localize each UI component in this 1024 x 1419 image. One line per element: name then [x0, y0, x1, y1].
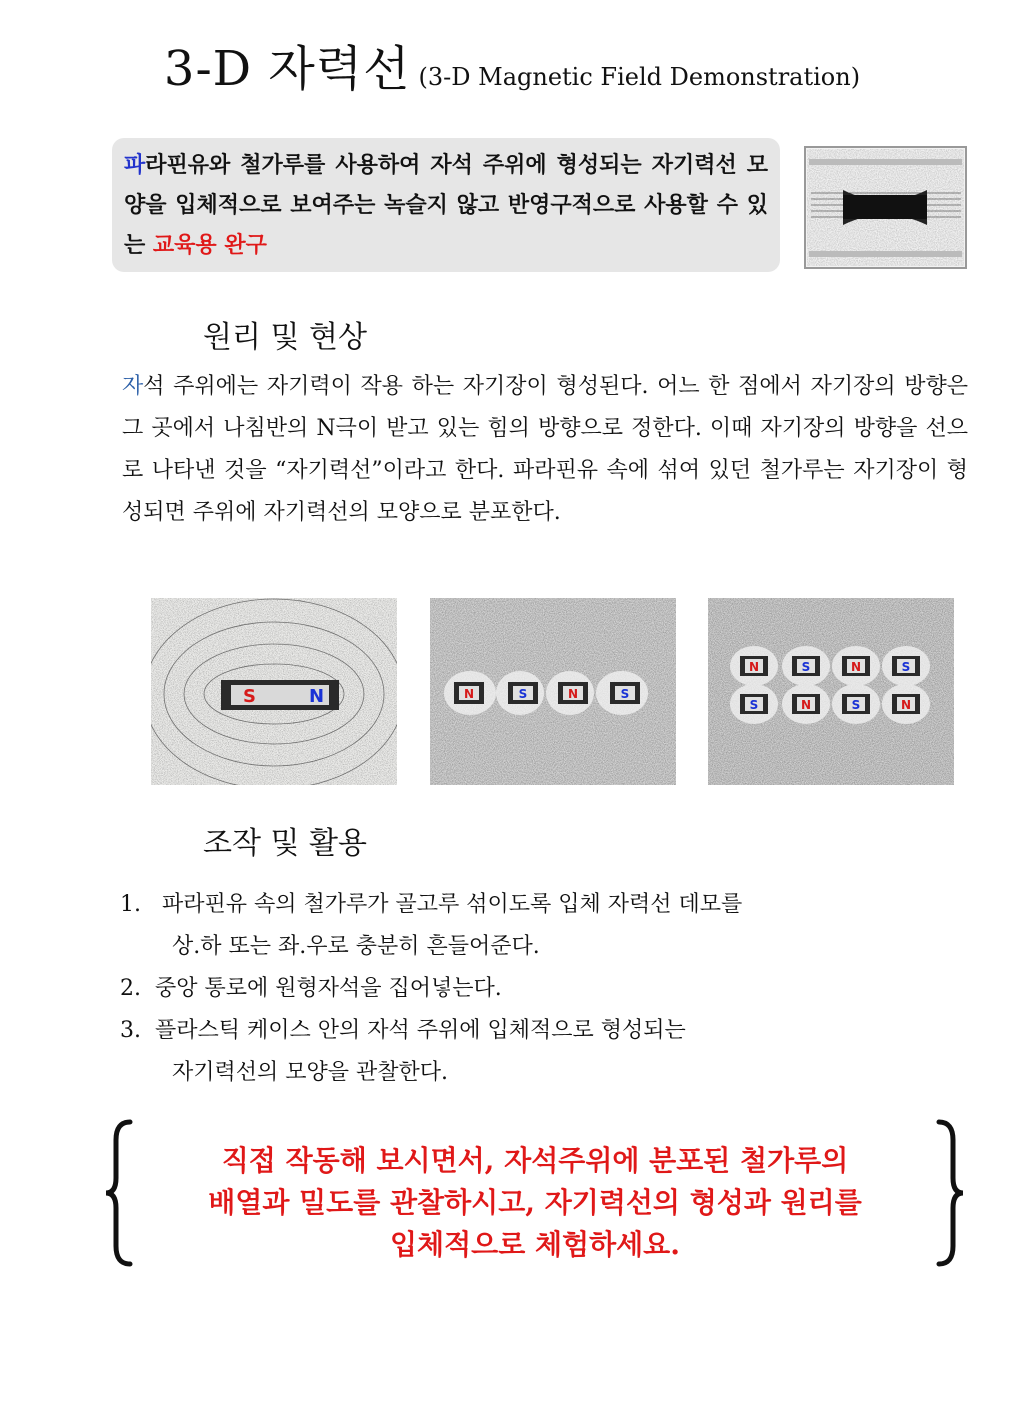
- intro-first-char: 파: [124, 153, 146, 178]
- left-brace-icon: [102, 1118, 134, 1268]
- magnet1-pole-s: S: [243, 686, 256, 707]
- magnet1-pole-n: N: [309, 686, 325, 707]
- right-brace-icon: [935, 1118, 967, 1268]
- magnet3-top-pole-1: N: [748, 660, 760, 674]
- step-item: [120, 884, 940, 968]
- magnet2-pole-3: N: [567, 687, 579, 701]
- step-number: 3.: [120, 1018, 141, 1043]
- page-title: [0, 30, 1024, 99]
- title-main: 3-D 자력선: [163, 41, 411, 97]
- step-item: [120, 1010, 940, 1094]
- grid-magnets-field-illustration: [708, 598, 954, 785]
- row-magnets-field-illustration: [430, 598, 676, 785]
- intro-highlight: 교육용 완구: [152, 233, 267, 258]
- step-1-line-1: [120, 884, 940, 926]
- row-magnets-field-image: [430, 598, 676, 785]
- principle-text: 석 주위에는 자기력이 작용 하는 자기장이 형성된다. 어느 한 점에서 자기장의 방향은 그 곳에서 나침반의 N극이 받고 있는 힘의 방향으로 정한다. 이때 자기장의 방향을 선으로 나타낸 것을 “자기력선”이라고 한다. 파라핀유 속에 섞여 있던 철가루는 자기장이 형성되면 주위에 자기력선의 모양으로 분포한다.: [122, 374, 968, 525]
- step-3-line-2: 자기력선의 모양을 관찰한다.: [172, 1060, 449, 1085]
- step-text: 플라스틱 케이스 안의 자석 주위에 입체적으로 형성되는: [155, 1018, 686, 1043]
- magnet3-bottom-pole-3: S: [851, 698, 861, 712]
- magnet3-top-pole-2: S: [801, 660, 811, 674]
- magnet2-pole-4: S: [620, 687, 630, 701]
- principle-first-char: 자: [122, 374, 144, 399]
- principle-paragraph: [122, 366, 968, 534]
- intro-text: 라핀유와 철가루를 사용하여 자석 주위에 형성되는 자기력선 모양을 입체적으로 보여주는 녹슬지 않고 반영구적으로 사용할 수 있는: [124, 153, 768, 258]
- step-number: 1.: [120, 892, 141, 917]
- bar-magnet-field-illustration: [151, 598, 397, 785]
- step-text: 파라핀유 속의 철가루가 골고루 섞이도록 입체 자력선 데모를: [161, 892, 743, 917]
- demo-device-photo: [803, 145, 968, 270]
- magnet3-top-pole-4: S: [901, 660, 911, 674]
- step-text: 중앙 통로에 원형자석을 집어넣는다.: [155, 976, 502, 1001]
- grid-magnets-field-image: [708, 598, 954, 785]
- section-heading-principle: 원리 및 현상: [203, 320, 367, 355]
- magnet3-bottom-pole-2: N: [800, 698, 812, 712]
- callout-line-1: 직접 작동해 보시면서, 자석주위에 분포된 철가루의: [221, 1144, 849, 1177]
- section-heading-operation: 조작 및 활용: [203, 826, 367, 861]
- step-item: [120, 968, 940, 1010]
- magnet2-pole-1: N: [463, 687, 475, 701]
- step-1-line-2: 상.하 또는 좌.우로 충분히 흔들어준다.: [172, 934, 540, 959]
- callout-message: [140, 1140, 930, 1266]
- operation-steps: [120, 884, 940, 1094]
- bar-magnet-field-image: [151, 598, 397, 785]
- title-subtitle: (3-D Magnetic Field Demonstration): [418, 63, 861, 91]
- magnet3-top-pole-3: N: [850, 660, 862, 674]
- callout-line-2: 배열과 밀도를 관찰하시고, 자기력선의 형성과 원리를: [208, 1186, 862, 1219]
- magnet3-bottom-pole-4: N: [900, 698, 912, 712]
- demo-device-illustration: [803, 145, 968, 270]
- step-number: 2.: [120, 976, 141, 1001]
- step-3-line-1: [120, 1010, 940, 1052]
- magnet3-bottom-pole-1: S: [749, 698, 759, 712]
- callout-line-3: 입체적으로 체험하세요.: [390, 1228, 680, 1261]
- magnet2-pole-2: S: [518, 687, 528, 701]
- step-2-line-1: [120, 968, 940, 1010]
- intro-box: [112, 138, 780, 272]
